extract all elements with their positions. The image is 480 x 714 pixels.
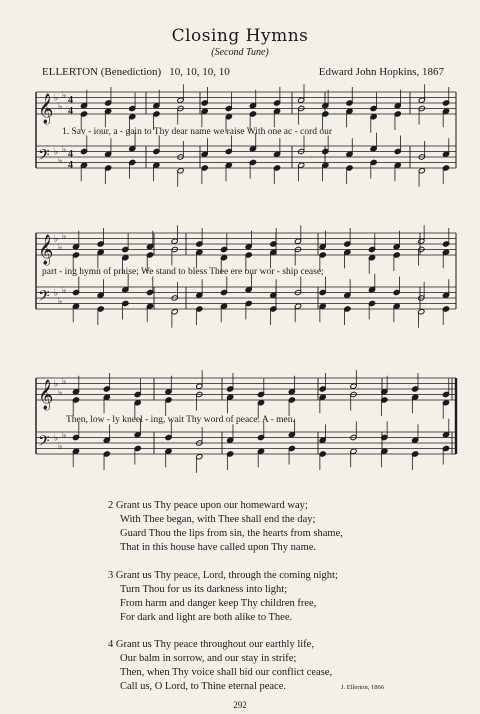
time-signature: 4 xyxy=(68,95,73,106)
music-system-1 xyxy=(0,84,480,194)
flat-icon: ♭ xyxy=(62,144,67,155)
time-signature: 4 xyxy=(68,160,73,171)
treble-clef-icon: 𝄞 xyxy=(38,380,54,410)
music-system-3 xyxy=(0,370,480,480)
bass-clef-icon: 𝄢 xyxy=(38,146,50,168)
time-signature: 4 xyxy=(68,106,73,117)
verse-line: 3 Grant us Thy peace, Lord, through the coming night; xyxy=(108,570,338,581)
verse-number: 2 xyxy=(108,500,114,511)
flat-icon: ♭ xyxy=(58,155,63,166)
flat-icon: ♭ xyxy=(54,288,59,299)
verse-line: With Thee began, with Thee shall end the day; xyxy=(120,514,316,525)
verse-line: Our balm in sorrow, and our stay in strife; xyxy=(120,653,297,664)
flat-icon: ♭ xyxy=(54,93,59,104)
treble-clef-icon: 𝄞 xyxy=(38,94,54,124)
verse-number: 4 xyxy=(108,639,114,650)
verse-3 xyxy=(108,569,338,625)
lyrics-line-3: Then, low - ly kneel - ing, wait Thy word of peace. A - men. xyxy=(66,415,295,425)
flat-icon: ♭ xyxy=(54,379,59,390)
flat-icon: ♭ xyxy=(54,433,59,444)
flat-icon: ♭ xyxy=(62,430,67,441)
verse-number: 3 xyxy=(108,570,114,581)
flat-icon: ♭ xyxy=(58,101,63,112)
composer: Edward John Hopkins, 1867 xyxy=(318,66,444,78)
verse-line: 2 Grant us Thy peace upon our homeward way; xyxy=(108,500,308,511)
verse-2 xyxy=(108,499,343,555)
verse-line: From harm and danger keep Thy children free, xyxy=(120,598,317,609)
flat-icon: ♭ xyxy=(62,285,67,296)
flat-icon: ♭ xyxy=(62,376,67,387)
verse-line: Call us, O Lord, to Thine eternal peace. xyxy=(120,681,287,692)
flat-icon: ♭ xyxy=(62,90,67,101)
page-number: 292 xyxy=(233,700,247,710)
verse-line: Then, when Thy voice shall bid our conflict cease, xyxy=(120,667,333,678)
flat-icon: ♭ xyxy=(62,231,67,242)
lyrics-line-2: part - ing hymn of praise; We stand to bless Thee ere our wor - ship cease; xyxy=(42,267,324,277)
bass-clef-icon: 𝄢 xyxy=(38,287,50,309)
verse-line: That in this house have called upon Thy name. xyxy=(120,542,317,553)
page-title: Closing Hymns xyxy=(171,26,309,46)
bass-clef-icon: 𝄢 xyxy=(38,432,50,454)
verse-line: For dark and light are both alike to Thee. xyxy=(120,612,293,623)
verse-line: Turn Thou for us its darkness into light; xyxy=(120,584,288,595)
verse-line: Guard Thou the lips from sin, the hearts from shame, xyxy=(120,528,343,539)
time-signature: 4 xyxy=(68,149,73,160)
verse-4 xyxy=(108,638,332,694)
tune-subtitle: (Second Tune) xyxy=(211,47,269,58)
music-system-2 xyxy=(0,225,480,335)
tune-name: ELLERTON (Benediction) xyxy=(42,66,162,78)
tune-info xyxy=(42,66,230,78)
treble-clef-icon: 𝄞 xyxy=(38,235,54,265)
flat-icon: ♭ xyxy=(54,147,59,158)
flat-icon: ♭ xyxy=(58,441,63,452)
tune-meter: 10, 10, 10, 10 xyxy=(169,66,230,78)
verse-line: 4 Grant us Thy peace throughout our earthly life, xyxy=(108,639,314,650)
lyricist-credit: J. Ellerton, 1866 xyxy=(341,684,384,691)
lyrics-line-1: 1. Sav - iour, a - gain to Thy dear name we raise With one ac - cord our xyxy=(62,127,333,137)
flat-icon: ♭ xyxy=(58,296,63,307)
flat-icon: ♭ xyxy=(58,242,63,253)
flat-icon: ♭ xyxy=(54,234,59,245)
flat-icon: ♭ xyxy=(58,387,63,398)
